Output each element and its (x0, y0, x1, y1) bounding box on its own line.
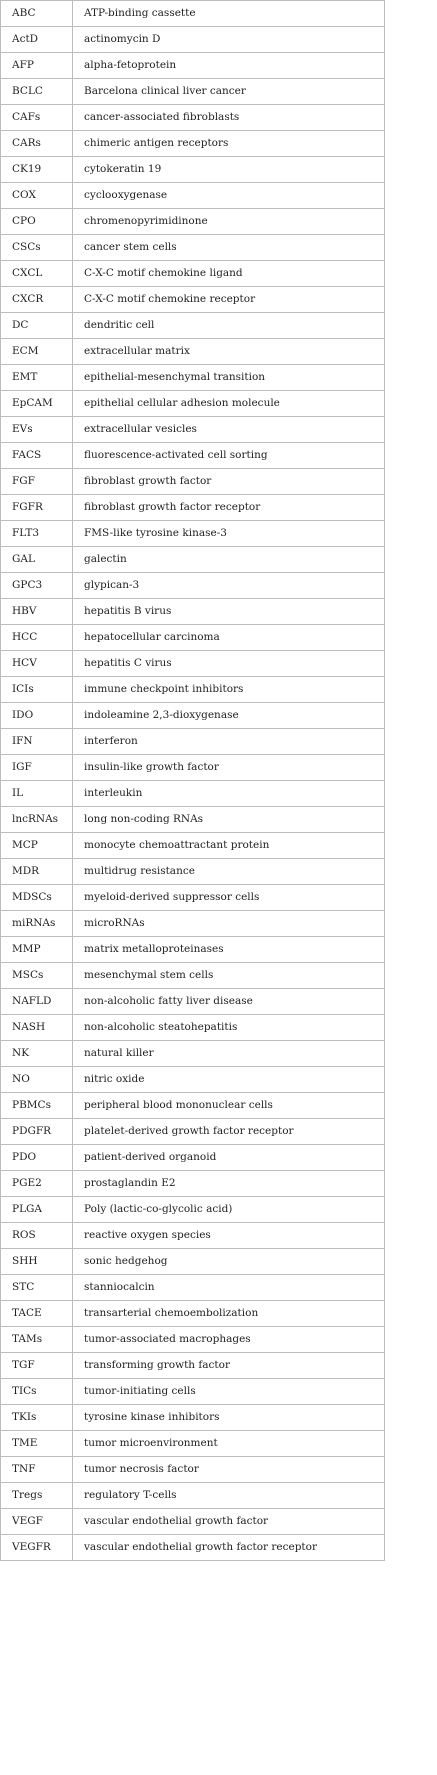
table-row (1, 157, 385, 183)
definition-cell: cyclooxygenase (73, 183, 385, 209)
abbreviation-cell: MMP (1, 937, 73, 963)
table-row (1, 1145, 385, 1171)
abbreviation-cell: TGF (1, 1353, 73, 1379)
abbreviation-cell: EVs (1, 417, 73, 443)
abbreviation-cell: PDO (1, 1145, 73, 1171)
definition-cell: natural killer (73, 1041, 385, 1067)
definition-cell: vascular endothelial growth factor (73, 1509, 385, 1535)
table-row (1, 963, 385, 989)
abbreviation-cell: NAFLD (1, 989, 73, 1015)
table-row (1, 521, 385, 547)
definition-cell: interleukin (73, 781, 385, 807)
abbreviation-cell: ICIs (1, 677, 73, 703)
table-row (1, 781, 385, 807)
abbreviation-cell: EMT (1, 365, 73, 391)
abbreviation-cell: NO (1, 1067, 73, 1093)
definition-cell: regulatory T-cells (73, 1483, 385, 1509)
definition-cell: prostaglandin E2 (73, 1171, 385, 1197)
abbreviation-cell: AFP (1, 53, 73, 79)
definition-cell: insulin-like growth factor (73, 755, 385, 781)
definition-cell: transforming growth factor (73, 1353, 385, 1379)
table-row (1, 625, 385, 651)
abbreviation-cell: HBV (1, 599, 73, 625)
table-row (1, 703, 385, 729)
abbreviation-cell: ABC (1, 1, 73, 27)
abbreviation-cell: TKIs (1, 1405, 73, 1431)
definition-cell: non-alcoholic steatohepatitis (73, 1015, 385, 1041)
abbreviation-cell: PGE2 (1, 1171, 73, 1197)
definition-cell: reactive oxygen species (73, 1223, 385, 1249)
definition-cell: galectin (73, 547, 385, 573)
abbreviation-cell: CK19 (1, 157, 73, 183)
definition-cell: Barcelona clinical liver cancer (73, 79, 385, 105)
definition-cell: tumor microenvironment (73, 1431, 385, 1457)
table-row (1, 1, 385, 27)
definition-cell: extracellular matrix (73, 339, 385, 365)
abbreviation-cell: FGFR (1, 495, 73, 521)
table-row (1, 989, 385, 1015)
abbreviation-cell: IGF (1, 755, 73, 781)
table-row (1, 1379, 385, 1405)
definition-cell: fibroblast growth factor receptor (73, 495, 385, 521)
table-row (1, 885, 385, 911)
table-row (1, 1353, 385, 1379)
definition-cell: multidrug resistance (73, 859, 385, 885)
table-row (1, 1327, 385, 1353)
abbreviation-cell: PDGFR (1, 1119, 73, 1145)
table-row (1, 807, 385, 833)
definition-cell: cancer-associated fibroblasts (73, 105, 385, 131)
definition-cell: long non-coding RNAs (73, 807, 385, 833)
abbreviation-cell: ECM (1, 339, 73, 365)
table-row (1, 1119, 385, 1145)
table-row (1, 53, 385, 79)
abbreviation-cell: SHH (1, 1249, 73, 1275)
definition-cell: nitric oxide (73, 1067, 385, 1093)
table-row (1, 677, 385, 703)
table-row (1, 833, 385, 859)
definition-cell: alpha-fetoprotein (73, 53, 385, 79)
abbreviation-cell: lncRNAs (1, 807, 73, 833)
table-row (1, 1509, 385, 1535)
abbreviation-cell: CAFs (1, 105, 73, 131)
definition-cell: epithelial cellular adhesion molecule (73, 391, 385, 417)
abbreviation-cell: CSCs (1, 235, 73, 261)
definition-cell: cytokeratin 19 (73, 157, 385, 183)
table-row (1, 1431, 385, 1457)
abbreviation-cell: EpCAM (1, 391, 73, 417)
definition-cell: myeloid-derived suppressor cells (73, 885, 385, 911)
definition-cell: hepatocellular carcinoma (73, 625, 385, 651)
table-row (1, 443, 385, 469)
abbreviation-cell: TAMs (1, 1327, 73, 1353)
abbreviation-cell: ROS (1, 1223, 73, 1249)
table-row (1, 235, 385, 261)
definition-cell: C-X-C motif chemokine receptor (73, 287, 385, 313)
abbreviation-cell: PBMCs (1, 1093, 73, 1119)
table-row (1, 79, 385, 105)
table-row (1, 261, 385, 287)
definition-cell: patient-derived organoid (73, 1145, 385, 1171)
abbreviation-cell: FLT3 (1, 521, 73, 547)
table-row (1, 859, 385, 885)
definition-cell: hepatitis C virus (73, 651, 385, 677)
table-row (1, 1067, 385, 1093)
table-row (1, 651, 385, 677)
abbreviation-cell: CPO (1, 209, 73, 235)
table-row (1, 1015, 385, 1041)
table-row (1, 1171, 385, 1197)
abbreviation-cell: MDSCs (1, 885, 73, 911)
table-row (1, 755, 385, 781)
table-row (1, 937, 385, 963)
table-row (1, 131, 385, 157)
definition-cell: C-X-C motif chemokine ligand (73, 261, 385, 287)
abbreviation-cell: HCV (1, 651, 73, 677)
definition-cell: immune checkpoint inhibitors (73, 677, 385, 703)
table-row (1, 1483, 385, 1509)
table-row (1, 287, 385, 313)
definition-cell: indoleamine 2,3-dioxygenase (73, 703, 385, 729)
table-row (1, 1223, 385, 1249)
definition-cell: tumor-initiating cells (73, 1379, 385, 1405)
abbreviation-cell: TNF (1, 1457, 73, 1483)
definition-cell: dendritic cell (73, 313, 385, 339)
definition-cell: hepatitis B virus (73, 599, 385, 625)
abbreviation-cell: HCC (1, 625, 73, 651)
abbreviation-cell: FGF (1, 469, 73, 495)
abbreviation-cell: TACE (1, 1301, 73, 1327)
table-row (1, 313, 385, 339)
definition-cell: interferon (73, 729, 385, 755)
definition-cell: cancer stem cells (73, 235, 385, 261)
definition-cell: tumor-associated macrophages (73, 1327, 385, 1353)
table-row (1, 573, 385, 599)
table-row (1, 391, 385, 417)
definition-cell: tyrosine kinase inhibitors (73, 1405, 385, 1431)
abbreviation-cell: NASH (1, 1015, 73, 1041)
abbreviation-cell: IDO (1, 703, 73, 729)
definition-cell: sonic hedgehog (73, 1249, 385, 1275)
abbreviation-cell: NK (1, 1041, 73, 1067)
abbreviation-cell: STC (1, 1275, 73, 1301)
abbreviation-cell: COX (1, 183, 73, 209)
abbreviation-cell: miRNAs (1, 911, 73, 937)
table-row (1, 1093, 385, 1119)
abbreviation-cell: VEGFR (1, 1535, 73, 1561)
definition-cell: non-alcoholic fatty liver disease (73, 989, 385, 1015)
abbreviation-cell: IL (1, 781, 73, 807)
table-row (1, 1197, 385, 1223)
table-row (1, 339, 385, 365)
definition-cell: matrix metalloproteinases (73, 937, 385, 963)
definition-cell: ATP-binding cassette (73, 1, 385, 27)
definition-cell: monocyte chemoattractant protein (73, 833, 385, 859)
abbreviation-cell: CXCR (1, 287, 73, 313)
table-row (1, 365, 385, 391)
table-row (1, 1405, 385, 1431)
table-row (1, 27, 385, 53)
abbreviation-cell: IFN (1, 729, 73, 755)
table-row (1, 183, 385, 209)
table-row (1, 729, 385, 755)
table-row (1, 1249, 385, 1275)
abbreviation-cell: BCLC (1, 79, 73, 105)
table-row (1, 469, 385, 495)
definition-cell: stanniocalcin (73, 1275, 385, 1301)
definition-cell: vascular endothelial growth factor receptor (73, 1535, 385, 1561)
definition-cell: transarterial chemoembolization (73, 1301, 385, 1327)
table-row (1, 495, 385, 521)
definition-cell: microRNAs (73, 911, 385, 937)
abbreviation-cell: GPC3 (1, 573, 73, 599)
definition-cell: mesenchymal stem cells (73, 963, 385, 989)
abbreviation-cell: TME (1, 1431, 73, 1457)
abbreviation-cell: MDR (1, 859, 73, 885)
abbreviation-cell: GAL (1, 547, 73, 573)
definition-cell: platelet-derived growth factor receptor (73, 1119, 385, 1145)
definition-cell: glypican-3 (73, 573, 385, 599)
table-row (1, 209, 385, 235)
definition-cell: fluorescence-activated cell sorting (73, 443, 385, 469)
table-row (1, 1457, 385, 1483)
abbreviation-cell: ActD (1, 27, 73, 53)
definition-cell: FMS-like tyrosine kinase-3 (73, 521, 385, 547)
definition-cell: peripheral blood mononuclear cells (73, 1093, 385, 1119)
abbreviation-cell: VEGF (1, 1509, 73, 1535)
definition-cell: fibroblast growth factor (73, 469, 385, 495)
table-row (1, 1535, 385, 1561)
definition-cell: chromenopyrimidinone (73, 209, 385, 235)
definition-cell: chimeric antigen receptors (73, 131, 385, 157)
table-row (1, 1301, 385, 1327)
abbreviations-table-body (1, 1, 385, 1561)
abbreviation-cell: Tregs (1, 1483, 73, 1509)
definition-cell: epithelial-mesenchymal transition (73, 365, 385, 391)
abbreviation-cell: DC (1, 313, 73, 339)
table-row (1, 417, 385, 443)
definition-cell: Poly (lactic-co-glycolic acid) (73, 1197, 385, 1223)
abbreviation-cell: MCP (1, 833, 73, 859)
abbreviation-cell: PLGA (1, 1197, 73, 1223)
definition-cell: extracellular vesicles (73, 417, 385, 443)
table-row (1, 1275, 385, 1301)
table-row (1, 599, 385, 625)
table-row (1, 1041, 385, 1067)
table-row (1, 911, 385, 937)
table-row (1, 105, 385, 131)
abbreviation-cell: CXCL (1, 261, 73, 287)
abbreviation-cell: CARs (1, 131, 73, 157)
abbreviation-cell: MSCs (1, 963, 73, 989)
definition-cell: tumor necrosis factor (73, 1457, 385, 1483)
table-row (1, 547, 385, 573)
abbreviation-cell: FACS (1, 443, 73, 469)
definition-cell: actinomycin D (73, 27, 385, 53)
abbreviation-cell: TICs (1, 1379, 73, 1405)
